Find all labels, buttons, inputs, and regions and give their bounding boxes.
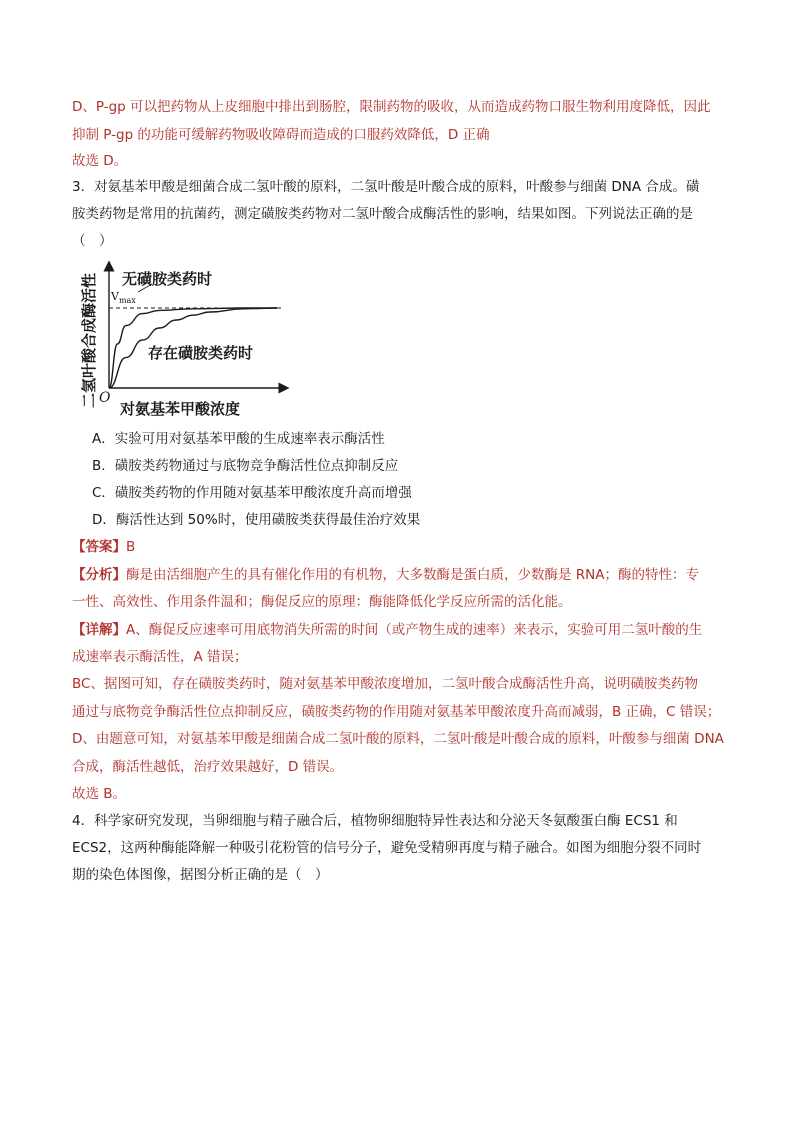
option-a: A．实验可用对氨基苯甲酸的生成速率表示酶活性 xyxy=(92,431,385,447)
analysis-text1: 酶是由活细胞产生的具有催化作用的有机物，大多数酶是蛋白质，少数酶是 RNA；酶的特性：专 xyxy=(126,567,700,583)
detail-tag: 【详解】 xyxy=(72,622,126,638)
enzyme-activity-chart xyxy=(72,258,292,420)
option-c: C．磺胺类药物的作用随对氨基苯甲酸浓度升高而增强 xyxy=(92,485,412,501)
q3-stem-line1: 3．对氨基苯甲酸是细菌合成二氢叶酸的原料，二氢叶酸是叶酸合成的原料，叶酸参与细菌 DNA 合成。磺 xyxy=(72,179,700,195)
answer-tag: 【答案】 xyxy=(72,539,126,555)
detail-line2: 成速率表示酶活性，A 错误； xyxy=(72,649,248,665)
detail-line1 xyxy=(72,620,702,640)
detail-text1: A、酶促反应速率可用底物消失所需的时间（或产物生成的速率）来表示，实验可用二氢叶酸的生 xyxy=(126,622,703,638)
analysis-tag: 【分析】 xyxy=(72,567,126,583)
q3-stem-line2: 胺类药物是常用的抗菌药，测定磺胺类药物对二氢叶酸合成酶活性的影响，结果如图。下列说法正确的是 xyxy=(72,206,693,222)
prev-answer-d-line2: 抑制 P-gp 的功能可缓解药物吸收障碍而造成的口服药效降低，D 正确 xyxy=(72,127,490,143)
detail-line5: D、由题意可知，对氨基苯甲酸是细菌合成二氢叶酸的原料，二氢叶酸是叶酸合成的原料，叶酸参与细菌 DNA xyxy=(72,731,724,747)
y-axis-title: 二氢叶酸合成酶活性 xyxy=(80,272,98,408)
analysis-line2: 一性、高效性、作用条件温和；酶促反应的原理：酶能降低化学反应所需的活化能。 xyxy=(72,594,572,610)
option-d: D．酶活性达到 50%时，使用磺胺类获得最佳治疗效果 xyxy=(92,512,421,528)
prev-answer-d-line1: D、P-gp 可以把药物从上皮细胞中排出到肠腔，限制药物的吸收，从而造成药物口服生物利用度降低，因此 xyxy=(72,99,711,115)
vmax-label: $V_{max}$ xyxy=(111,290,136,305)
q3-answer-paren: （ ） xyxy=(72,233,113,249)
series-label-without-drug: 无磺胺类药时 xyxy=(122,270,213,288)
q4-stem-line3: 期的染色体图像，据图分析正确的是（ ） xyxy=(72,867,329,883)
q3-choose: 故选 B。 xyxy=(72,786,127,802)
answer-value: B xyxy=(126,539,136,555)
detail-line6: 合成，酶活性越低，治疗效果越好，D 错误。 xyxy=(72,759,344,775)
q4-stem-line2: ECS2，这两种酶能降解一种吸引花粉管的信号分子，避免受精卵再度与精子融合。如图为细胞分裂不同时 xyxy=(72,840,702,856)
answer-line xyxy=(72,537,135,557)
option-b: B．磺胺类药物通过与底物竞争酶活性位点抑制反应 xyxy=(92,458,399,474)
prev-answer-choose: 故选 D。 xyxy=(72,153,128,169)
origin-label: O xyxy=(99,390,111,406)
detail-line4: 通过与底物竞争酶活性位点抑制反应，磺胺类药物的作用随对氨基苯甲酸浓度升高而减弱，B 正确，C 错误； xyxy=(72,704,721,720)
series-label-with-drug: 存在磺胺类药时 xyxy=(148,344,254,362)
x-axis-title: 对氨基苯甲酸浓度 xyxy=(120,400,241,418)
detail-line3: BC、据图可知，存在磺胺类药时，随对氨基苯甲酸浓度增加，二氢叶酸合成酶活性升高，说明磺胺类药物 xyxy=(72,676,698,692)
analysis-line1 xyxy=(72,565,699,585)
q4-stem-line1: 4．科学家研究发现，当卵细胞与精子融合后，植物卵细胞特异性表达和分泌天冬氨酸蛋白酶 ECS1 和 xyxy=(72,813,678,829)
